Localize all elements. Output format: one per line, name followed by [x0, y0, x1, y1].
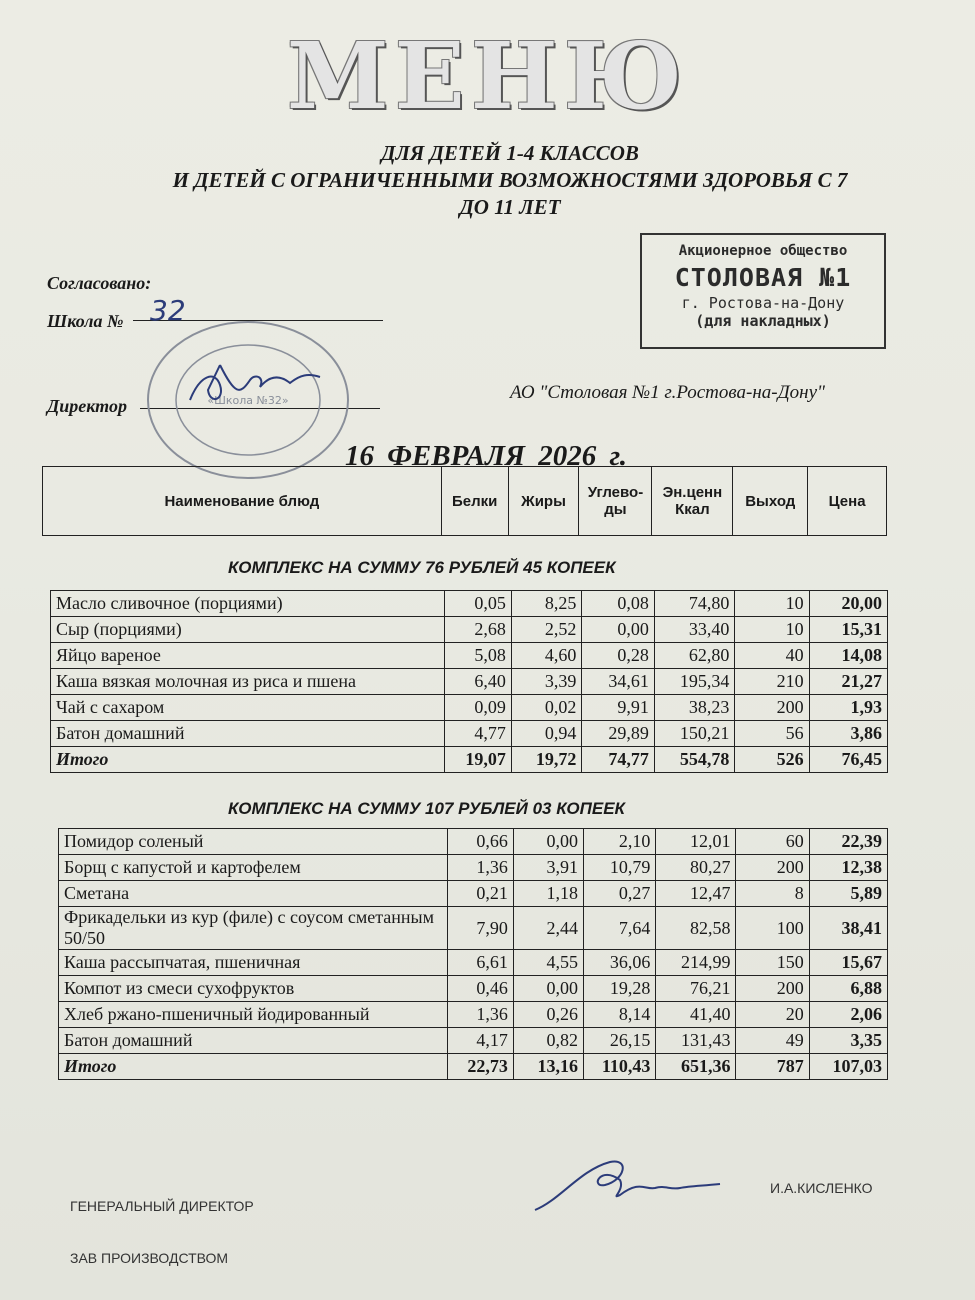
dish-carbs: 29,89	[582, 721, 655, 747]
dish-name: Батон домашний	[51, 721, 445, 747]
column-header: Цена	[808, 467, 887, 536]
stamp-line: Акционерное общество	[678, 243, 848, 259]
dish-row	[59, 976, 888, 1002]
total-yield: 526	[735, 747, 809, 773]
dish-kcal: 33,40	[654, 617, 735, 643]
dish-name: Помидор соленый	[59, 829, 448, 855]
dish-row	[51, 643, 888, 669]
total-price: 76,45	[809, 747, 887, 773]
dish-price: 15,31	[809, 617, 887, 643]
complex-1-table	[50, 590, 888, 773]
round-stamp-text: «Школа №32»	[207, 394, 289, 407]
dish-carbs: 19,28	[583, 976, 655, 1002]
dish-yield: 200	[736, 855, 809, 881]
dish-protein: 7,90	[447, 907, 513, 950]
dish-carbs: 26,15	[583, 1028, 655, 1054]
dish-kcal: 131,43	[656, 1028, 736, 1054]
director-label: Директор	[47, 396, 127, 416]
total-protein: 19,07	[445, 747, 512, 773]
dish-kcal: 62,80	[654, 643, 735, 669]
dish-fat: 0,02	[511, 695, 582, 721]
dish-price: 15,67	[809, 950, 887, 976]
dish-kcal: 41,40	[656, 1002, 736, 1028]
dish-protein: 6,61	[447, 950, 513, 976]
dish-fat: 4,55	[513, 950, 583, 976]
total-price: 107,03	[809, 1054, 887, 1080]
total-kcal: 554,78	[654, 747, 735, 773]
total-fat: 19,72	[511, 747, 582, 773]
dish-row	[51, 617, 888, 643]
dish-row	[59, 950, 888, 976]
dish-kcal: 214,99	[656, 950, 736, 976]
company-name: АО "Столовая №1 г.Ростова-на-Дону"	[510, 382, 826, 403]
total-protein: 22,73	[447, 1054, 513, 1080]
dish-row	[51, 695, 888, 721]
dish-row	[51, 669, 888, 695]
agreed-label: Согласовано:	[47, 273, 152, 293]
dish-carbs: 34,61	[582, 669, 655, 695]
dish-protein: 6,40	[445, 669, 512, 695]
dish-yield: 40	[735, 643, 809, 669]
dish-carbs: 0,00	[582, 617, 655, 643]
dish-fat: 8,25	[511, 591, 582, 617]
dish-fat: 4,60	[511, 643, 582, 669]
dish-row	[59, 1002, 888, 1028]
dish-protein: 4,17	[447, 1028, 513, 1054]
director-signature	[180, 355, 330, 415]
dish-price: 2,06	[809, 1002, 887, 1028]
dish-kcal: 80,27	[656, 855, 736, 881]
total-name: Итого	[59, 1054, 448, 1080]
dish-price: 12,38	[809, 855, 887, 881]
complex-1-title: КОМПЛЕКС НА СУММУ 76 РУБЛЕЙ 45 КОПЕЕК	[228, 558, 616, 577]
document-subtitle	[50, 140, 970, 221]
dish-protein: 1,36	[447, 855, 513, 881]
dish-row	[59, 881, 888, 907]
dish-row	[59, 1028, 888, 1054]
general-director-label: ГЕНЕРАЛЬНЫЙ ДИРЕКТОР	[70, 1198, 254, 1214]
dish-yield: 60	[736, 829, 809, 855]
dish-kcal: 12,01	[656, 829, 736, 855]
dish-name: Сметана	[59, 881, 448, 907]
dish-protein: 4,77	[445, 721, 512, 747]
dish-price: 1,93	[809, 695, 887, 721]
dish-carbs: 0,28	[582, 643, 655, 669]
company-stamp	[640, 233, 886, 349]
column-header: Наименование блюд	[43, 467, 442, 536]
dish-fat: 0,94	[511, 721, 582, 747]
dish-yield: 150	[736, 950, 809, 976]
complex-2-table	[58, 828, 888, 1080]
dish-yield: 8	[736, 881, 809, 907]
dish-row	[59, 829, 888, 855]
dish-yield: 210	[735, 669, 809, 695]
dish-carbs: 8,14	[583, 1002, 655, 1028]
general-director-signature	[530, 1150, 730, 1220]
dish-row	[59, 855, 888, 881]
dish-row	[51, 721, 888, 747]
total-carbs: 110,43	[583, 1054, 655, 1080]
column-header: Углево-ды	[579, 467, 652, 536]
dish-protein: 5,08	[445, 643, 512, 669]
dish-price: 38,41	[809, 907, 887, 950]
dish-fat: 1,18	[513, 881, 583, 907]
dish-name: Каша вязкая молочная из риса и пшена	[51, 669, 445, 695]
dish-name: Компот из смеси сухофруктов	[59, 976, 448, 1002]
dish-name: Хлеб ржано-пшеничный йодированный	[59, 1002, 448, 1028]
dish-yield: 20	[736, 1002, 809, 1028]
dish-kcal: 195,34	[654, 669, 735, 695]
dish-fat: 0,82	[513, 1028, 583, 1054]
dish-yield: 200	[736, 976, 809, 1002]
column-header: Эн.ценн Ккал	[652, 467, 733, 536]
dish-name: Каша рассыпчатая, пшеничная	[59, 950, 448, 976]
dish-protein: 2,68	[445, 617, 512, 643]
dish-kcal: 74,80	[654, 591, 735, 617]
dish-fat: 0,00	[513, 829, 583, 855]
dish-name: Сыр (порциями)	[51, 617, 445, 643]
dish-yield: 100	[736, 907, 809, 950]
complex-2-title: КОМПЛЕКС НА СУММУ 107 РУБЛЕЙ 03 КОПЕЕК	[228, 799, 626, 818]
stamp-line: (для накладных)	[695, 312, 831, 330]
dish-kcal: 38,23	[654, 695, 735, 721]
dish-fat: 3,39	[511, 669, 582, 695]
subtitle-line: ДЛЯ ДЕТЕЙ 1-4 КЛАССОВ	[381, 141, 639, 165]
dish-name: Борщ с капустой и картофелем	[59, 855, 448, 881]
dish-name: Батон домашний	[59, 1028, 448, 1054]
dish-name: Чай с сахаром	[51, 695, 445, 721]
school-number: 32	[150, 294, 186, 327]
dish-price: 20,00	[809, 591, 887, 617]
total-yield: 787	[736, 1054, 809, 1080]
total-name: Итого	[51, 747, 445, 773]
column-header: Жиры	[508, 467, 579, 536]
dish-kcal: 76,21	[656, 976, 736, 1002]
total-row	[51, 747, 888, 773]
dish-kcal: 150,21	[654, 721, 735, 747]
subtitle-line: ДО 11 ЛЕТ	[459, 195, 561, 219]
dish-name: Яйцо вареное	[51, 643, 445, 669]
dish-price: 3,86	[809, 721, 887, 747]
dish-row	[51, 591, 888, 617]
dish-carbs: 0,27	[583, 881, 655, 907]
subtitle-line: И ДЕТЕЙ С ОГРАНИЧЕННЫМИ ВОЗМОЖНОСТЯМИ ЗДОРОВЬЯ С 7	[172, 168, 848, 192]
dish-fat: 2,44	[513, 907, 583, 950]
dish-yield: 200	[735, 695, 809, 721]
menu-date: 16 ФЕВРАЛЯ 2026 г.	[345, 440, 628, 472]
total-kcal: 651,36	[656, 1054, 736, 1080]
total-row	[59, 1054, 888, 1080]
stamp-line: СТОЛОВАЯ №1	[674, 263, 852, 292]
dish-price: 6,88	[809, 976, 887, 1002]
dish-protein: 0,05	[445, 591, 512, 617]
dish-fat: 0,00	[513, 976, 583, 1002]
dish-protein: 0,66	[447, 829, 513, 855]
dish-carbs: 10,79	[583, 855, 655, 881]
dish-kcal: 82,58	[656, 907, 736, 950]
stamp-line: г. Ростова-на-Дону	[681, 294, 845, 312]
dish-yield: 10	[735, 591, 809, 617]
dish-name: Фрикадельки из кур (филе) с соусом сметанным 50/50	[59, 907, 448, 950]
column-header-row	[43, 467, 887, 536]
production-head-label: ЗАВ ПРОИЗВОДСТВОМ	[70, 1250, 229, 1266]
dish-fat: 0,26	[513, 1002, 583, 1028]
dish-protein: 0,21	[447, 881, 513, 907]
dish-kcal: 12,47	[656, 881, 736, 907]
dish-row	[59, 907, 888, 950]
dish-carbs: 7,64	[583, 907, 655, 950]
general-director-name: И.А.КИСЛЕНКО	[770, 1180, 873, 1196]
dish-yield: 49	[736, 1028, 809, 1054]
document-title: МЕНЮ	[286, 22, 689, 130]
dish-yield: 10	[735, 617, 809, 643]
dish-carbs: 9,91	[582, 695, 655, 721]
dish-protein: 0,09	[445, 695, 512, 721]
dish-fat: 2,52	[511, 617, 582, 643]
column-header: Выход	[733, 467, 808, 536]
total-fat: 13,16	[513, 1054, 583, 1080]
dish-carbs: 0,08	[582, 591, 655, 617]
dish-yield: 56	[735, 721, 809, 747]
dish-protein: 1,36	[447, 1002, 513, 1028]
dish-protein: 0,46	[447, 976, 513, 1002]
dish-price: 21,27	[809, 669, 887, 695]
dish-price: 14,08	[809, 643, 887, 669]
dish-name: Масло сливочное (порциями)	[51, 591, 445, 617]
dish-price: 22,39	[809, 829, 887, 855]
dish-fat: 3,91	[513, 855, 583, 881]
dish-price: 5,89	[809, 881, 887, 907]
total-carbs: 74,77	[582, 747, 655, 773]
dish-price: 3,35	[809, 1028, 887, 1054]
column-header: Белки	[441, 467, 508, 536]
dish-carbs: 36,06	[583, 950, 655, 976]
menu-header-table	[42, 466, 887, 536]
dish-carbs: 2,10	[583, 829, 655, 855]
school-label: Школа №	[47, 311, 124, 331]
